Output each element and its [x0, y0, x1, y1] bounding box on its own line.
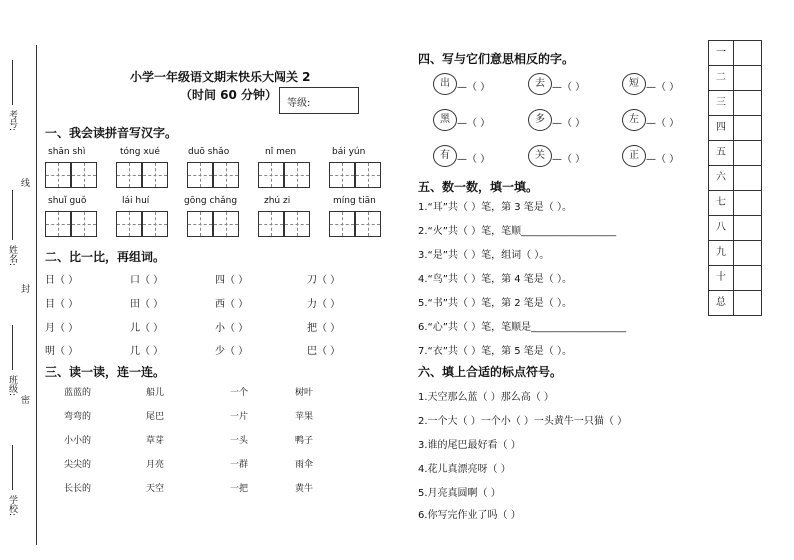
writing-cell[interactable] [71, 211, 97, 237]
writing-cell[interactable] [213, 211, 239, 237]
punct-question: 3.谁的尾巴最好看（ ） [418, 440, 521, 451]
match-word[interactable]: 蓝蓝的 [64, 388, 92, 398]
compare-item: 西（ ） [215, 299, 249, 310]
score-label: 四 [709, 116, 734, 140]
match-word[interactable]: 一片 [230, 412, 249, 422]
time-limit: （时间 60 分钟） [180, 88, 278, 102]
score-label: 八 [709, 216, 734, 240]
match-word[interactable]: 雨伞 [295, 460, 314, 470]
match-word[interactable]: 树叶 [295, 388, 314, 398]
class-blank [12, 325, 13, 370]
score-label: 九 [709, 241, 734, 265]
margin-char-feng: 封 [19, 284, 29, 293]
section2-title: 二、比一比，再组词。 [45, 250, 166, 264]
char-circle: 左 [622, 109, 646, 131]
pinyin-label: gōng chǎng [184, 196, 238, 206]
section1-title: 一、我会读拼音写汉字。 [45, 126, 178, 140]
compare-item: 四（ ） [215, 275, 249, 286]
exam-number-label: 考号: [7, 110, 17, 132]
writing-cell[interactable] [116, 162, 142, 188]
score-row [709, 116, 761, 141]
compare-item: 月（ ） [45, 323, 79, 334]
match-word[interactable]: 苹果 [295, 412, 314, 422]
match-word[interactable]: 船儿 [146, 388, 165, 398]
match-word[interactable]: 一群 [230, 460, 249, 470]
exam-number-blank [12, 60, 13, 105]
compare-item: 口（ ） [130, 275, 164, 286]
margin-char-mi: 密 [19, 395, 29, 404]
pinyin-label: zhú zi [264, 196, 291, 206]
writing-cell[interactable] [45, 211, 71, 237]
punct-question: 6.你写完作业了吗（ ） [418, 510, 521, 521]
punct-question: 2.一个大（ ）一个小（ ）一头黄牛一只猫（ ） [418, 416, 628, 427]
stroke-question: 5.“书”共（ ）笔，第 2 笔是（ ）。 [418, 298, 572, 309]
compare-item: 少（ ） [215, 346, 249, 357]
match-word[interactable]: 月亮 [146, 460, 165, 470]
school-label: 学校: [7, 495, 17, 517]
writing-cell[interactable] [284, 162, 310, 188]
stroke-question: 7.“衣”共（ ）笔，第 5 笔是（ ）。 [418, 346, 572, 357]
char-circle: 去 [528, 73, 552, 95]
match-word[interactable]: 弯弯的 [64, 412, 92, 422]
writing-cell[interactable] [187, 211, 213, 237]
writing-cell[interactable] [142, 162, 168, 188]
writing-cell[interactable] [213, 162, 239, 188]
stroke-question: 1.“耳”共（ ）笔，第 3 笔是（ ）。 [418, 202, 572, 213]
antonym-blank[interactable]: —（ ） [457, 154, 491, 165]
binding-line [36, 45, 37, 545]
antonym-blank[interactable]: —（ ） [646, 154, 680, 165]
antonym-blank[interactable]: —（ ） [457, 82, 491, 93]
antonym-blank[interactable]: —（ ） [552, 118, 586, 129]
match-word[interactable]: 天空 [146, 484, 165, 494]
writing-cell[interactable] [329, 211, 355, 237]
match-word[interactable]: 一把 [230, 484, 249, 494]
score-row [709, 166, 761, 191]
compare-item: 目（ ） [45, 299, 79, 310]
compare-item: 小（ ） [215, 323, 249, 334]
score-row [709, 41, 761, 66]
antonym-blank[interactable]: —（ ） [646, 118, 680, 129]
writing-cell[interactable] [45, 162, 71, 188]
writing-cell[interactable] [71, 162, 97, 188]
compare-item: 力（ ） [307, 299, 341, 310]
section4-title: 四、写与它们意思相反的字。 [418, 52, 575, 66]
match-word[interactable]: 鸭子 [295, 436, 314, 446]
match-word[interactable]: 黄牛 [295, 484, 314, 494]
score-label: 五 [709, 141, 734, 165]
writing-cell[interactable] [329, 162, 355, 188]
pinyin-label: nǐ men [265, 147, 297, 157]
char-circle: 出 [433, 73, 457, 95]
score-row [709, 291, 761, 315]
match-word[interactable]: 一个 [230, 388, 249, 398]
score-row [709, 191, 761, 216]
match-word[interactable]: 尖尖的 [64, 460, 92, 470]
writing-cell[interactable] [355, 162, 381, 188]
score-label: 三 [709, 91, 734, 115]
score-row [709, 266, 761, 291]
name-label: 姓名: [7, 245, 17, 267]
stroke-question: 3.“是”共（ ）笔，组词（ ）。 [418, 250, 550, 261]
pinyin-label: duō shǎo [188, 147, 230, 157]
char-circle: 多 [528, 109, 552, 131]
char-circle: 有 [433, 145, 457, 167]
stroke-question: 6.“心”共（ ）笔，笔顺是___________________ [418, 322, 627, 333]
match-word[interactable]: 草芽 [146, 436, 165, 446]
margin-char-xian: 线 [19, 178, 29, 187]
writing-cell[interactable] [258, 162, 284, 188]
char-circle: 黑 [433, 109, 457, 131]
antonym-blank[interactable]: —（ ） [457, 118, 491, 129]
char-circle: 短 [622, 73, 646, 95]
match-word[interactable]: 小小的 [64, 436, 92, 446]
page-title: 小学一年级语文期末快乐大闯关 2 [130, 70, 311, 84]
school-blank [12, 445, 13, 490]
stroke-question: 4.“鸟”共（ ）笔，第 4 笔是（ ）。 [418, 274, 572, 285]
pinyin-label: bái yún [332, 147, 366, 157]
compare-item: 田（ ） [130, 299, 164, 310]
writing-cell[interactable] [116, 211, 142, 237]
score-label: 总 [709, 291, 734, 315]
match-word[interactable]: 一头 [230, 436, 249, 446]
compare-item: 日（ ） [45, 275, 79, 286]
punct-question: 1.天空那么蓝（ ）那么高（ ） [418, 392, 554, 403]
pinyin-label: tóng xué [120, 147, 160, 157]
score-label: 十 [709, 266, 734, 290]
antonym-blank[interactable]: —（ ） [552, 82, 586, 93]
score-row [709, 216, 761, 241]
compare-item: 儿（ ） [130, 323, 164, 334]
score-label: 六 [709, 166, 734, 190]
char-circle: 关 [528, 145, 552, 167]
section6-title: 六、填上合适的标点符号。 [418, 365, 563, 379]
writing-cell[interactable] [258, 211, 284, 237]
name-blank [12, 190, 13, 240]
writing-cell[interactable] [355, 211, 381, 237]
compare-item: 巴（ ） [307, 346, 341, 357]
score-label: 二 [709, 66, 734, 90]
score-row [709, 66, 761, 91]
writing-cell[interactable] [187, 162, 213, 188]
compare-item: 明（ ） [45, 346, 79, 357]
punct-question: 5.月亮真圆啊（ ） [418, 488, 501, 499]
grade-label: 等级: [287, 98, 311, 109]
compare-item: 把（ ） [307, 323, 341, 334]
writing-cell[interactable] [142, 211, 168, 237]
match-word[interactable]: 尾巴 [146, 412, 165, 422]
pinyin-label: lái huí [122, 196, 150, 206]
char-circle: 正 [622, 145, 646, 167]
compare-item: 几（ ） [130, 346, 164, 357]
antonym-blank[interactable]: —（ ） [552, 154, 586, 165]
antonym-blank[interactable]: —（ ） [646, 82, 680, 93]
punct-question: 4.花儿真漂亮呀（ ） [418, 464, 511, 475]
class-label: 班级: [7, 375, 17, 397]
pinyin-label: shān shì [48, 147, 86, 157]
section3-title: 三、读一读，连一连。 [45, 365, 166, 379]
score-label: 七 [709, 191, 734, 215]
writing-cell[interactable] [284, 211, 310, 237]
stroke-question: 2.“火”共（ ）笔，笔顺___________________ [418, 226, 617, 237]
score-row [709, 141, 761, 166]
pinyin-label: shuǐ guǒ [48, 196, 87, 206]
score-table [708, 40, 762, 316]
score-row [709, 241, 761, 266]
score-label: 一 [709, 41, 734, 65]
match-word[interactable]: 长长的 [64, 484, 92, 494]
section5-title: 五、数一数，填一填。 [418, 180, 539, 194]
compare-item: 刀（ ） [307, 275, 341, 286]
pinyin-label: míng tiān [333, 196, 376, 206]
score-row [709, 91, 761, 116]
